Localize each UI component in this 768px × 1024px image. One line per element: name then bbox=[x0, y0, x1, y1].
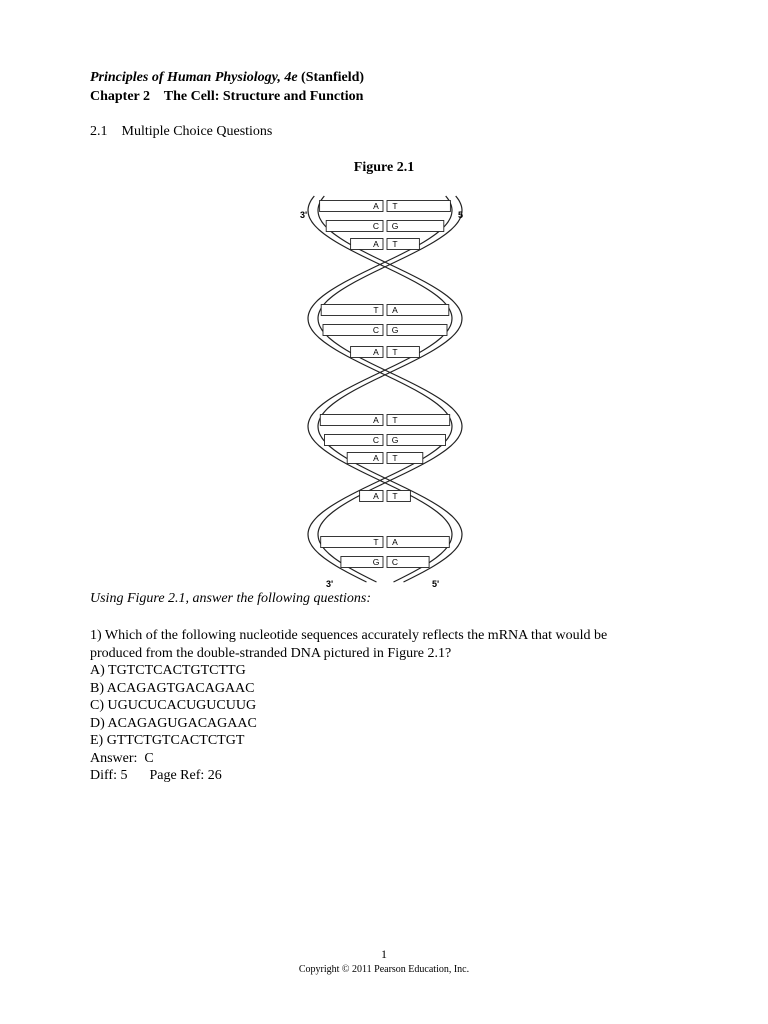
base-letter-right: G bbox=[391, 325, 399, 335]
base-pair bbox=[351, 347, 420, 358]
base-letter-right: T bbox=[392, 347, 398, 357]
base-pair bbox=[321, 305, 449, 316]
base-letter-left: G bbox=[372, 557, 380, 567]
base-letter-right: T bbox=[392, 239, 398, 249]
backbone-edge-left bbox=[308, 196, 452, 582]
backbone-edge-right bbox=[318, 196, 462, 582]
book-title-line bbox=[90, 70, 364, 86]
question-stem-line-2: produced from the double-stranded DNA pictured in Figure 2.1? bbox=[90, 645, 452, 661]
copyright-notice: Copyright © 2011 Pearson Education, Inc. bbox=[298, 964, 470, 975]
option-d: D) ACAGAGUGACAGAAC bbox=[90, 715, 257, 731]
option-c: C) UGUCUCACUGUCUUG bbox=[90, 698, 257, 713]
base-letter-left: T bbox=[373, 305, 379, 315]
base-letter-right: T bbox=[392, 415, 398, 425]
base-pair bbox=[341, 557, 429, 568]
base-letter-right: C bbox=[391, 557, 399, 567]
figure-caption: Figure 2.1 bbox=[353, 160, 415, 175]
base-pair bbox=[360, 491, 411, 502]
strand-end-top-right: 5 bbox=[458, 210, 464, 220]
base-letter-left: A bbox=[373, 347, 379, 357]
base-letter-left: A bbox=[373, 239, 379, 249]
base-letter-left: T bbox=[373, 537, 379, 547]
option-b: B) ACAGAGTGACAGAAC bbox=[90, 680, 255, 696]
base-letter-right: A bbox=[392, 305, 398, 315]
backbone-edge-right bbox=[318, 196, 462, 582]
figure-instruction: Using Figure 2.1, answer the following questions: bbox=[90, 591, 372, 606]
strand-ribbon-2 bbox=[308, 196, 462, 582]
base-pair bbox=[320, 201, 451, 212]
page-reference: Page Ref: 26 bbox=[149, 768, 222, 783]
strand-end-bottom-right: 5' bbox=[432, 579, 440, 589]
base-pair bbox=[351, 239, 420, 250]
strand-ribbon-1 bbox=[308, 196, 462, 582]
base-letter-left: C bbox=[372, 221, 380, 231]
base-letter-right: T bbox=[392, 491, 398, 501]
strand-end-top-left: 3' bbox=[300, 210, 308, 220]
base-pair bbox=[320, 415, 449, 426]
base-pair bbox=[325, 435, 446, 446]
base-letter-left: C bbox=[372, 325, 380, 335]
base-pairs bbox=[320, 201, 451, 568]
strand-end-bottom-left: 3' bbox=[326, 579, 334, 589]
book-author: (Stanfield) bbox=[301, 70, 365, 85]
section-heading: 2.1 Multiple Choice Questions bbox=[90, 124, 273, 139]
question-stem-line-1: 1) Which of the following nucleotide sequences accurately reflects the mRNA that would be bbox=[90, 628, 608, 643]
base-letter-left: A bbox=[373, 491, 379, 501]
base-letter-right: T bbox=[392, 201, 398, 211]
difficulty: Diff: 5 bbox=[90, 768, 128, 783]
dna-diagram bbox=[290, 190, 480, 592]
base-block-right bbox=[387, 491, 410, 502]
base-letter-left: A bbox=[373, 415, 379, 425]
base-pair bbox=[347, 453, 423, 464]
answer-line: Answer: C bbox=[90, 750, 154, 766]
base-letter-left: C bbox=[372, 435, 380, 445]
option-a: A) TGTCTCACTGTCTTG bbox=[90, 663, 246, 678]
base-letter-left: A bbox=[373, 453, 379, 463]
question-1 bbox=[90, 627, 690, 785]
book-title: Principles of Human Physiology, 4e bbox=[90, 70, 298, 85]
base-block-left bbox=[360, 491, 383, 502]
base-letter-right: A bbox=[392, 537, 398, 547]
base-pair bbox=[323, 325, 447, 336]
base-letter-right: G bbox=[391, 221, 399, 231]
meta-line bbox=[90, 767, 690, 785]
base-letter-right: G bbox=[391, 435, 399, 445]
dna-backbones bbox=[308, 196, 462, 582]
backbone-edge-left bbox=[308, 196, 452, 582]
base-pair bbox=[326, 221, 444, 232]
base-letter-right: T bbox=[392, 453, 398, 463]
chapter-title: Chapter 2 The Cell: Structure and Function bbox=[90, 89, 364, 104]
base-letter-left: A bbox=[373, 201, 379, 211]
option-e: E) GTTCTGTCACTCTGT bbox=[90, 733, 245, 748]
base-pair bbox=[321, 537, 450, 548]
page-number: 1 bbox=[381, 947, 387, 961]
dna-double-helix-figure bbox=[290, 190, 480, 592]
